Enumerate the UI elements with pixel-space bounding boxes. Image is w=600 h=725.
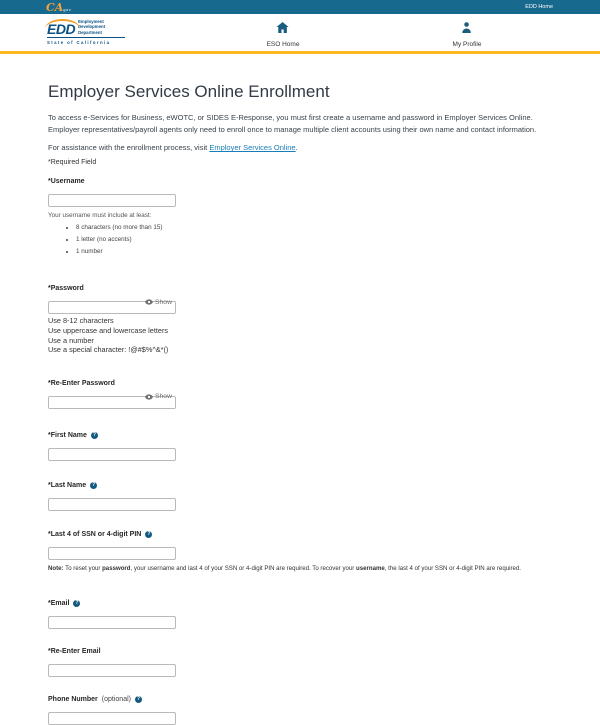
nav-my-profile[interactable] <box>453 20 482 48</box>
email-group <box>48 600 555 629</box>
password-group <box>48 285 555 355</box>
phone-group <box>48 696 555 725</box>
first-name-input[interactable] <box>48 448 176 461</box>
edd-logo-acronym: EDD <box>47 21 76 38</box>
username-hint: Your username must include at least: <box>48 212 152 220</box>
edd-logo[interactable] <box>47 19 125 45</box>
help-icon[interactable]: ? <box>92 482 96 489</box>
help-icon[interactable]: ? <box>147 531 151 538</box>
reenter-email-input[interactable] <box>48 664 176 677</box>
assistance-paragraph: For assistance with the enrollment process, visit Employer Services Online. <box>48 143 298 153</box>
site-header <box>0 14 600 54</box>
help-icon[interactable]: ? <box>75 600 79 607</box>
eye-icon <box>145 299 153 305</box>
first-name-label: *First Name <box>48 431 87 439</box>
ssn-pin-group <box>48 531 555 572</box>
password-rule: Use a number <box>48 335 94 345</box>
last-name-input[interactable] <box>48 498 176 511</box>
phone-label: Phone Number <box>48 695 98 703</box>
username-rules <box>48 224 555 255</box>
employer-services-online-link[interactable]: Employer Services Online <box>209 143 296 153</box>
username-rule: • 1 number <box>76 248 555 255</box>
username-group <box>48 178 555 255</box>
password-rule: Use a special character: !@#$%^&*() <box>48 345 169 355</box>
username-label: *Username <box>48 178 85 186</box>
last-name-group <box>48 482 555 511</box>
password-rule: Use 8-12 characters <box>48 316 114 326</box>
reenter-password-show-button[interactable]: Show <box>143 393 174 400</box>
nav-eso-home-label: ESO Home <box>266 41 300 48</box>
nav-eso-home[interactable] <box>267 20 300 48</box>
ssn-pin-input[interactable] <box>48 547 176 560</box>
person-icon <box>461 20 473 37</box>
email-label: *Email <box>48 599 70 607</box>
reenter-email-group <box>48 648 555 677</box>
password-label: *Password <box>48 285 84 293</box>
first-name-group <box>48 432 555 461</box>
utility-bar <box>0 0 600 14</box>
help-icon[interactable]: ? <box>136 696 141 703</box>
phone-input[interactable] <box>48 712 176 725</box>
help-icon[interactable]: ? <box>92 432 96 439</box>
required-field-note: *Required Field <box>48 159 97 167</box>
password-show-button[interactable]: Show <box>143 299 174 306</box>
ca-gov-logo-ca: CA <box>46 1 64 14</box>
edd-logo-tagline: State of California <box>47 37 125 45</box>
reenter-password-group <box>48 380 555 409</box>
last-name-label: *Last Name <box>48 481 87 489</box>
reenter-email-label: *Re-Enter Email <box>48 647 101 655</box>
nav-my-profile-label: My Profile <box>452 41 482 48</box>
reenter-password-label: *Re-Enter Password <box>48 379 115 387</box>
home-icon <box>277 20 289 37</box>
eye-icon <box>145 394 153 400</box>
phone-optional-label: (optional) <box>101 695 131 703</box>
main-content <box>0 54 600 725</box>
edd-logo-department-text: Employment Development Department <box>78 19 106 35</box>
username-rule: • 1 letter (no accents) <box>76 236 555 243</box>
edd-home-link[interactable]: EDD Home <box>525 4 553 10</box>
username-rule: • 8 characters (no more than 15) <box>76 224 555 231</box>
password-rule: Use uppercase and lowercase letters <box>48 325 169 335</box>
ssn-pin-note: Note: To reset your password, your username and last 4 of your SSN or 4-digit PIN are required. To recover your username, the last 4 of your SSN or 4-digit PIN are required. <box>48 564 521 572</box>
ca-gov-logo-gov: gov <box>63 7 72 12</box>
username-input[interactable] <box>48 194 176 207</box>
page-title: Employer Services Online Enrollment <box>48 82 330 101</box>
email-input[interactable] <box>48 616 176 629</box>
intro-paragraph: To access e-Services for Business, eWOTC, or SIDES E-Response, you must first create a username and password in Employer Services Online. Employer representatives/payroll agents only need to enroll once to manage multiple client accounts using their own name and contact information. <box>48 113 537 134</box>
ssn-pin-label: *Last 4 of SSN or 4-digit PIN <box>48 530 142 538</box>
password-rules <box>48 316 555 355</box>
